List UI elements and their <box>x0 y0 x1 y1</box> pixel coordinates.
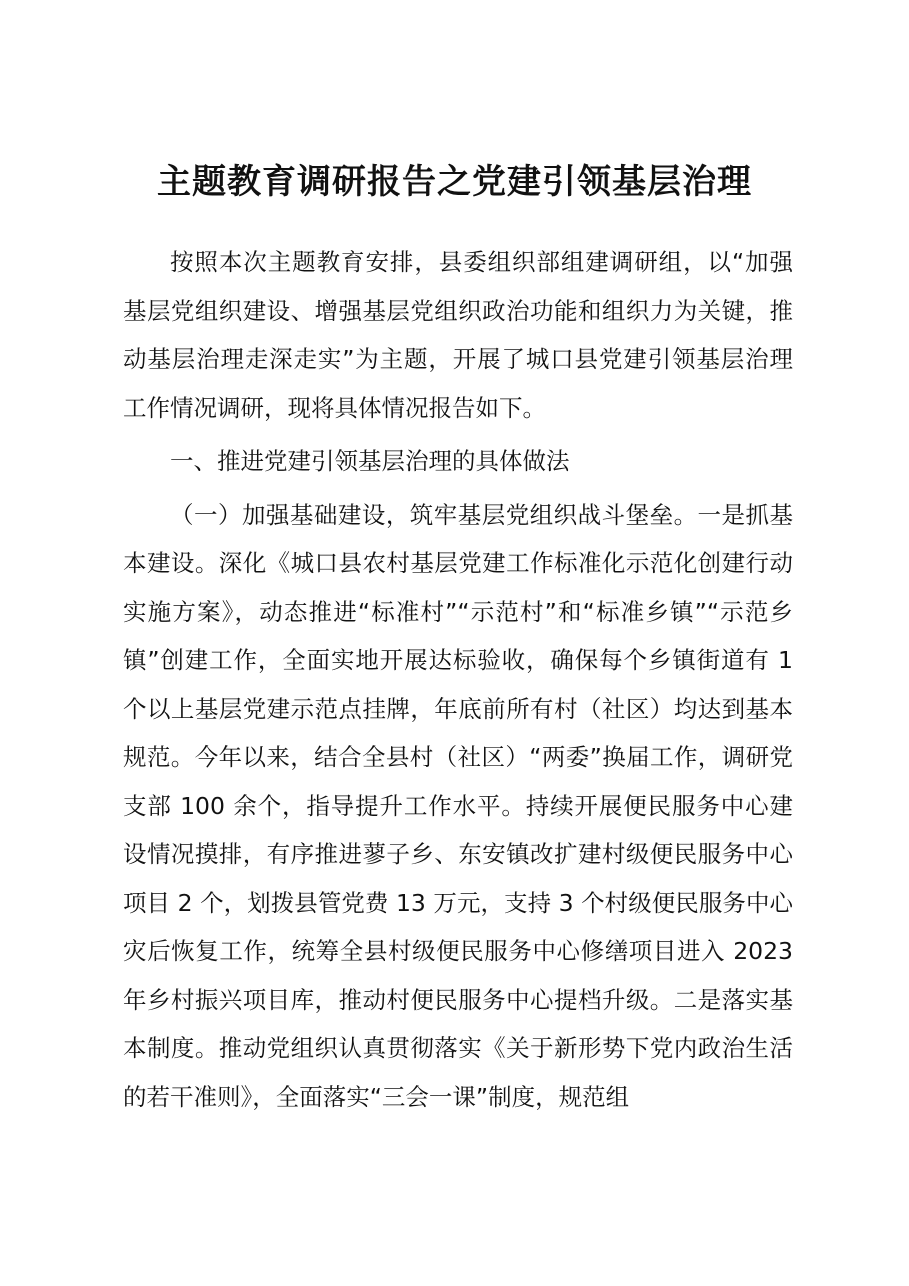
document-title: 主题教育调研报告之党建引领基层治理 <box>157 162 752 202</box>
intro-paragraph: 按照本次主题教育安排，县委组织部组建调研组，以“加强基层党组织建设、增强基层党组织政治功能和组织力为关键，推动基层治理走深走实”为主题，开展了城口县党建引领基层治理工作情况调研，现将具体情况报告如下。 <box>123 248 793 422</box>
subsection-paragraph: （一）加强基础建设，筑牢基层党组织战斗堡垒。一是抓基本建设。深化《城口县农村基层党建工作标准化示范化创建行动实施方案》，动态推进“标准村”“示范村”和“标准乡镇”“示范乡镇”创建工作，全面实地开展达标验收，确保每个乡镇街道有 1 个以上基层党建示范点挂牌，年底前所有村（社区）均达到基本规范。今年以来，结合全县村（社区）“两委”换届工作，调研党支部 100 余个，指导提升工作水平。持续开展便民服务中心建设情况摸排，有序推进蓼子乡、东安镇改扩建村级便民服务中心项目 2 个，划拨县管党费 13 万元，支持 3 个村级便民服务中心灾后恢复工作，统筹全县村级便民服务中心修缮项目进入 2023 年乡村振兴项目库，推动村便民服务中心提档升级。二是落实基本制度。推动党组织认真贯彻落实《关于新形势下党内政治生活的若干准则》，全面落实“三会一课”制度，规范组 <box>123 500 793 1111</box>
section-heading: 一、推进党建引领基层治理的具体做法 <box>170 447 570 475</box>
document-body <box>123 238 793 1126</box>
